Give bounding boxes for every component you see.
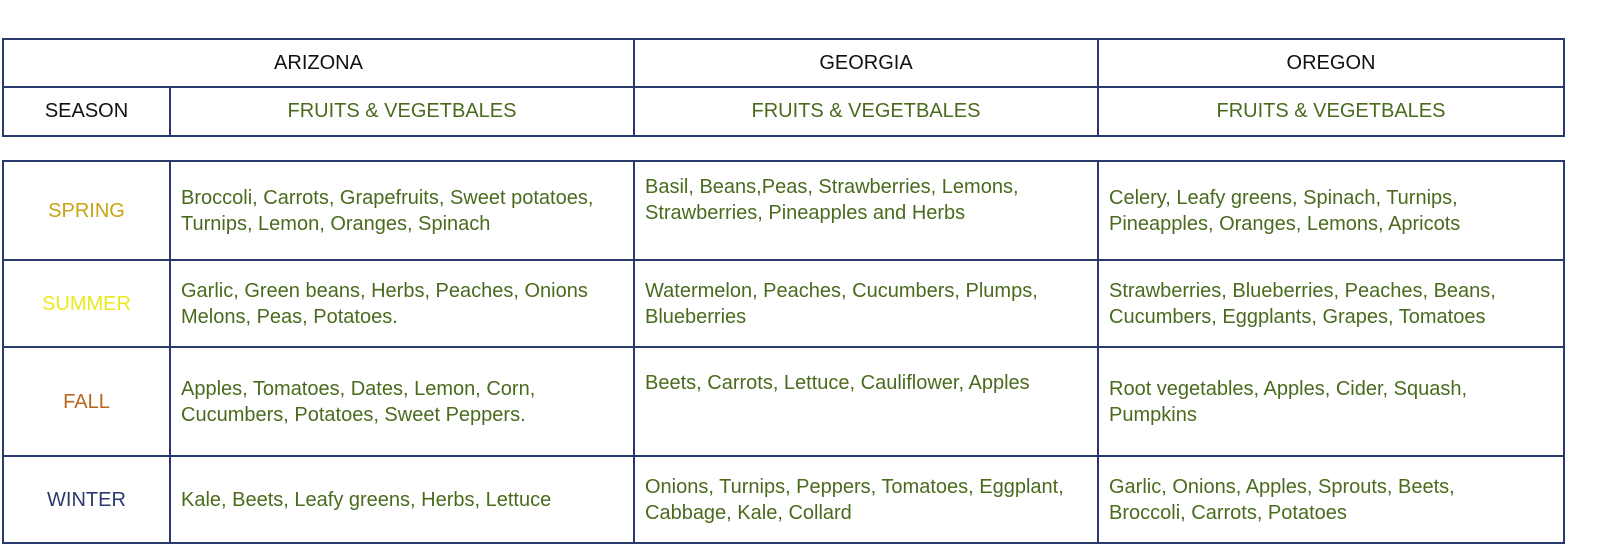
produce-cell-arizona xyxy=(170,260,634,347)
produce-cell-oregon xyxy=(1098,347,1564,456)
season-label: WINTER xyxy=(3,456,170,543)
produce-line: Cucumbers, Potatoes, Sweet Peppers. xyxy=(181,403,526,426)
produce-line: Strawberries, Pineapples and Herbs xyxy=(645,202,966,224)
produce-line: Root vegetables, Apples, Cider, Squash, xyxy=(1109,377,1468,400)
produce-line: Garlic, Onions, Apples, Sprouts, Beets, xyxy=(1109,475,1455,498)
season-row-spring xyxy=(3,161,1564,260)
produce-cell-georgia xyxy=(634,456,1098,543)
produce-line: Basil, Beans,Peas, Strawberries, Lemons, xyxy=(645,176,1019,198)
produce-cell-oregon xyxy=(1098,260,1564,347)
state-georgia: GEORGIA xyxy=(634,39,1098,87)
produce-cell-georgia xyxy=(634,260,1098,347)
produce-cell-georgia xyxy=(634,347,1098,456)
season-row-fall xyxy=(3,347,1564,456)
season-label: SUMMER xyxy=(3,260,170,347)
produce-line: Watermelon, Peaches, Cucumbers, Plumps, xyxy=(645,279,1038,302)
produce-line: Beets, Carrots, Lettuce, Cauliflower, Apples xyxy=(645,372,1030,394)
produce-line: Pumpkins xyxy=(1109,403,1197,426)
produce-line: Broccoli, Carrots, Grapefruits, Sweet potatoes, xyxy=(181,186,594,209)
produce-line: Onions, Turnips, Peppers, Tomatoes, Eggplant, xyxy=(645,475,1064,498)
season-row-winter xyxy=(3,456,1564,543)
produce-line: Broccoli, Carrots, Potatoes xyxy=(1109,501,1347,524)
season-header: SEASON xyxy=(3,87,170,136)
produce-cell-georgia xyxy=(634,161,1098,260)
column-header-row xyxy=(3,87,1564,136)
header-table xyxy=(2,38,1565,137)
state-arizona: ARIZONA xyxy=(3,39,634,87)
fv-header-oregon: FRUITS & VEGETBALES xyxy=(1098,87,1564,136)
produce-line: Pineapples, Oranges, Lemons, Apricots xyxy=(1109,212,1461,235)
produce-line: Cucumbers, Eggplants, Grapes, Tomatoes xyxy=(1109,305,1486,328)
season-label: FALL xyxy=(3,347,170,456)
produce-line: Turnips, Lemon, Oranges, Spinach xyxy=(181,212,491,235)
fv-header-arizona: FRUITS & VEGETBALES xyxy=(170,87,634,136)
produce-line: Kale, Beets, Leafy greens, Herbs, Lettuce xyxy=(181,488,552,511)
produce-cell-arizona xyxy=(170,347,634,456)
produce-cell-oregon xyxy=(1098,456,1564,543)
produce-cell-arizona xyxy=(170,161,634,260)
state-header-row xyxy=(3,39,1564,87)
produce-line: Garlic, Green beans, Herbs, Peaches, Onions xyxy=(181,279,588,302)
produce-line: Cabbage, Kale, Collard xyxy=(645,501,852,524)
season-row-summer xyxy=(3,260,1564,347)
produce-line: Apples, Tomatoes, Dates, Lemon, Corn, xyxy=(181,377,536,400)
state-oregon: OREGON xyxy=(1098,39,1564,87)
produce-line: Melons, Peas, Potatoes. xyxy=(181,305,398,328)
produce-cell-oregon xyxy=(1098,161,1564,260)
fv-header-georgia: FRUITS & VEGETBALES xyxy=(634,87,1098,136)
produce-line: Strawberries, Blueberries, Peaches, Beans, xyxy=(1109,279,1496,302)
produce-cell-arizona xyxy=(170,456,634,543)
produce-table xyxy=(2,160,1565,544)
produce-line: Celery, Leafy greens, Spinach, Turnips, xyxy=(1109,186,1458,209)
season-label: SPRING xyxy=(3,161,170,260)
produce-line: Blueberries xyxy=(645,305,747,328)
